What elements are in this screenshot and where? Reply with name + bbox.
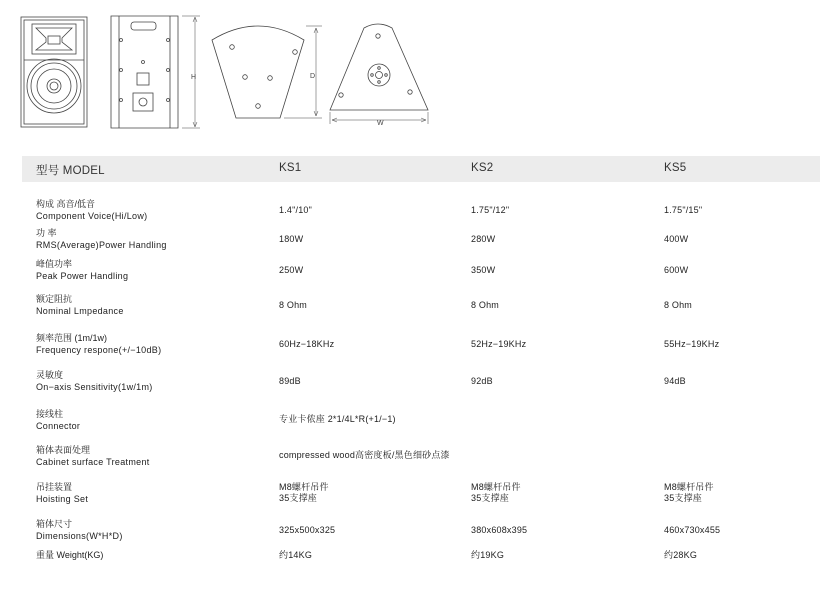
spec-value: M8螺杆吊件 [279, 482, 329, 492]
spec-value: 180W [279, 234, 304, 244]
model-ks2: KS2 [471, 162, 494, 174]
row-label-cn: 箱体表面处理 [36, 445, 91, 455]
row-label-en: Nominal Lmpedance [36, 306, 124, 316]
spec-value: 约14KG [279, 550, 313, 560]
spec-value: 约19KG [471, 550, 505, 560]
row-label-cn: 额定阻抗 [36, 294, 73, 304]
spec-value: 35支撑座 [279, 493, 318, 503]
spec-value: 1.75"/12" [471, 205, 510, 215]
row-label-en: Cabinet surface Treatment [36, 457, 150, 467]
row-label-cn: 箱体尺寸 [36, 519, 73, 529]
spec-value: 400W [664, 234, 689, 244]
spec-value: 1.4"/10" [279, 205, 313, 215]
row-label [36, 369, 153, 393]
spec-value: 8 Ohm [471, 300, 500, 310]
spec-value: M8螺杆吊件 [471, 482, 521, 492]
row-label-en: Connector [36, 421, 81, 431]
row-label-en: Frequency respone(+/−10dB) [36, 345, 162, 355]
spec-value: 89dB [279, 376, 301, 386]
front-view-drawing [21, 17, 87, 127]
row-label-cn: 构成 高音/低音 [36, 199, 96, 209]
model-ks1: KS1 [279, 162, 302, 174]
speaker-drawings [0, 0, 820, 140]
spec-value: 350W [471, 265, 496, 275]
row-label [36, 332, 161, 356]
row-label-cn: 接线柱 [36, 409, 64, 419]
model-ks5: KS5 [664, 162, 687, 174]
top-view-drawing [212, 26, 322, 118]
side-view-drawing [111, 16, 200, 128]
spec-value: 约28KG [664, 550, 698, 560]
row-label-en: Dimensions(W*H*D) [36, 531, 123, 541]
spec-value: 52Hz−19KHz [471, 339, 527, 349]
spec-value: M8螺杆吊件 [664, 482, 714, 492]
row-label [36, 444, 150, 468]
spec-value: 280W [471, 234, 496, 244]
row-label [36, 481, 88, 505]
row-label-en: Hoisting Set [36, 494, 89, 504]
row-label-cn: 灵敏度 [36, 370, 64, 380]
row-label-en: Peak Power Handling [36, 271, 129, 281]
spec-value: 94dB [664, 376, 686, 386]
width-dimension-label: W [377, 120, 384, 127]
spec-value: 专业卡侬座 2*1/4L*R(+1/−1) [279, 414, 396, 424]
row-label [36, 227, 167, 251]
row-label [36, 408, 80, 432]
row-label [36, 518, 123, 542]
bottom-view-drawing [330, 24, 428, 124]
row-label-en: Component Voice(Hi/Low) [36, 211, 148, 221]
row-label [36, 258, 128, 282]
spec-value: 460x730x455 [664, 525, 721, 535]
spec-value: 8 Ohm [664, 300, 693, 310]
spec-value: 35支撑座 [664, 493, 703, 503]
spec-value: compressed wood高密度板/黑色细砂点漆 [279, 450, 450, 460]
spec-value: 60Hz−18KHz [279, 339, 335, 349]
row-label [36, 198, 147, 222]
spec-value: 380x608x395 [471, 525, 528, 535]
spec-value: 600W [664, 265, 689, 275]
row-label-cn: 功 率 [36, 228, 57, 238]
row-label-en: RMS(Average)Power Handling [36, 240, 167, 250]
row-label [36, 549, 103, 561]
row-label-cn: 频率范围 (1m/1w) [36, 333, 108, 343]
spec-value: 55Hz−19KHz [664, 339, 720, 349]
row-label-cn: 吊挂装置 [36, 482, 73, 492]
spec-value: 8 Ohm [279, 300, 308, 310]
spec-value: 92dB [471, 376, 493, 386]
spec-table-header [22, 156, 820, 182]
spec-value: 35支撑座 [471, 493, 510, 503]
spec-value: 325x500x325 [279, 525, 336, 535]
row-label [36, 293, 124, 317]
depth-dimension-label: D [310, 73, 316, 80]
row-label-en: On−axis Sensitivity(1w/1m) [36, 382, 153, 392]
height-dimension-label: H [191, 74, 197, 81]
row-label-cn: 峰值功率 [36, 259, 73, 269]
row-label-cn: 重量 Weight(KG) [36, 550, 104, 560]
model-label: 型号 MODEL [36, 165, 105, 177]
spec-value: 1.75"/15" [664, 205, 703, 215]
spec-value: 250W [279, 265, 304, 275]
